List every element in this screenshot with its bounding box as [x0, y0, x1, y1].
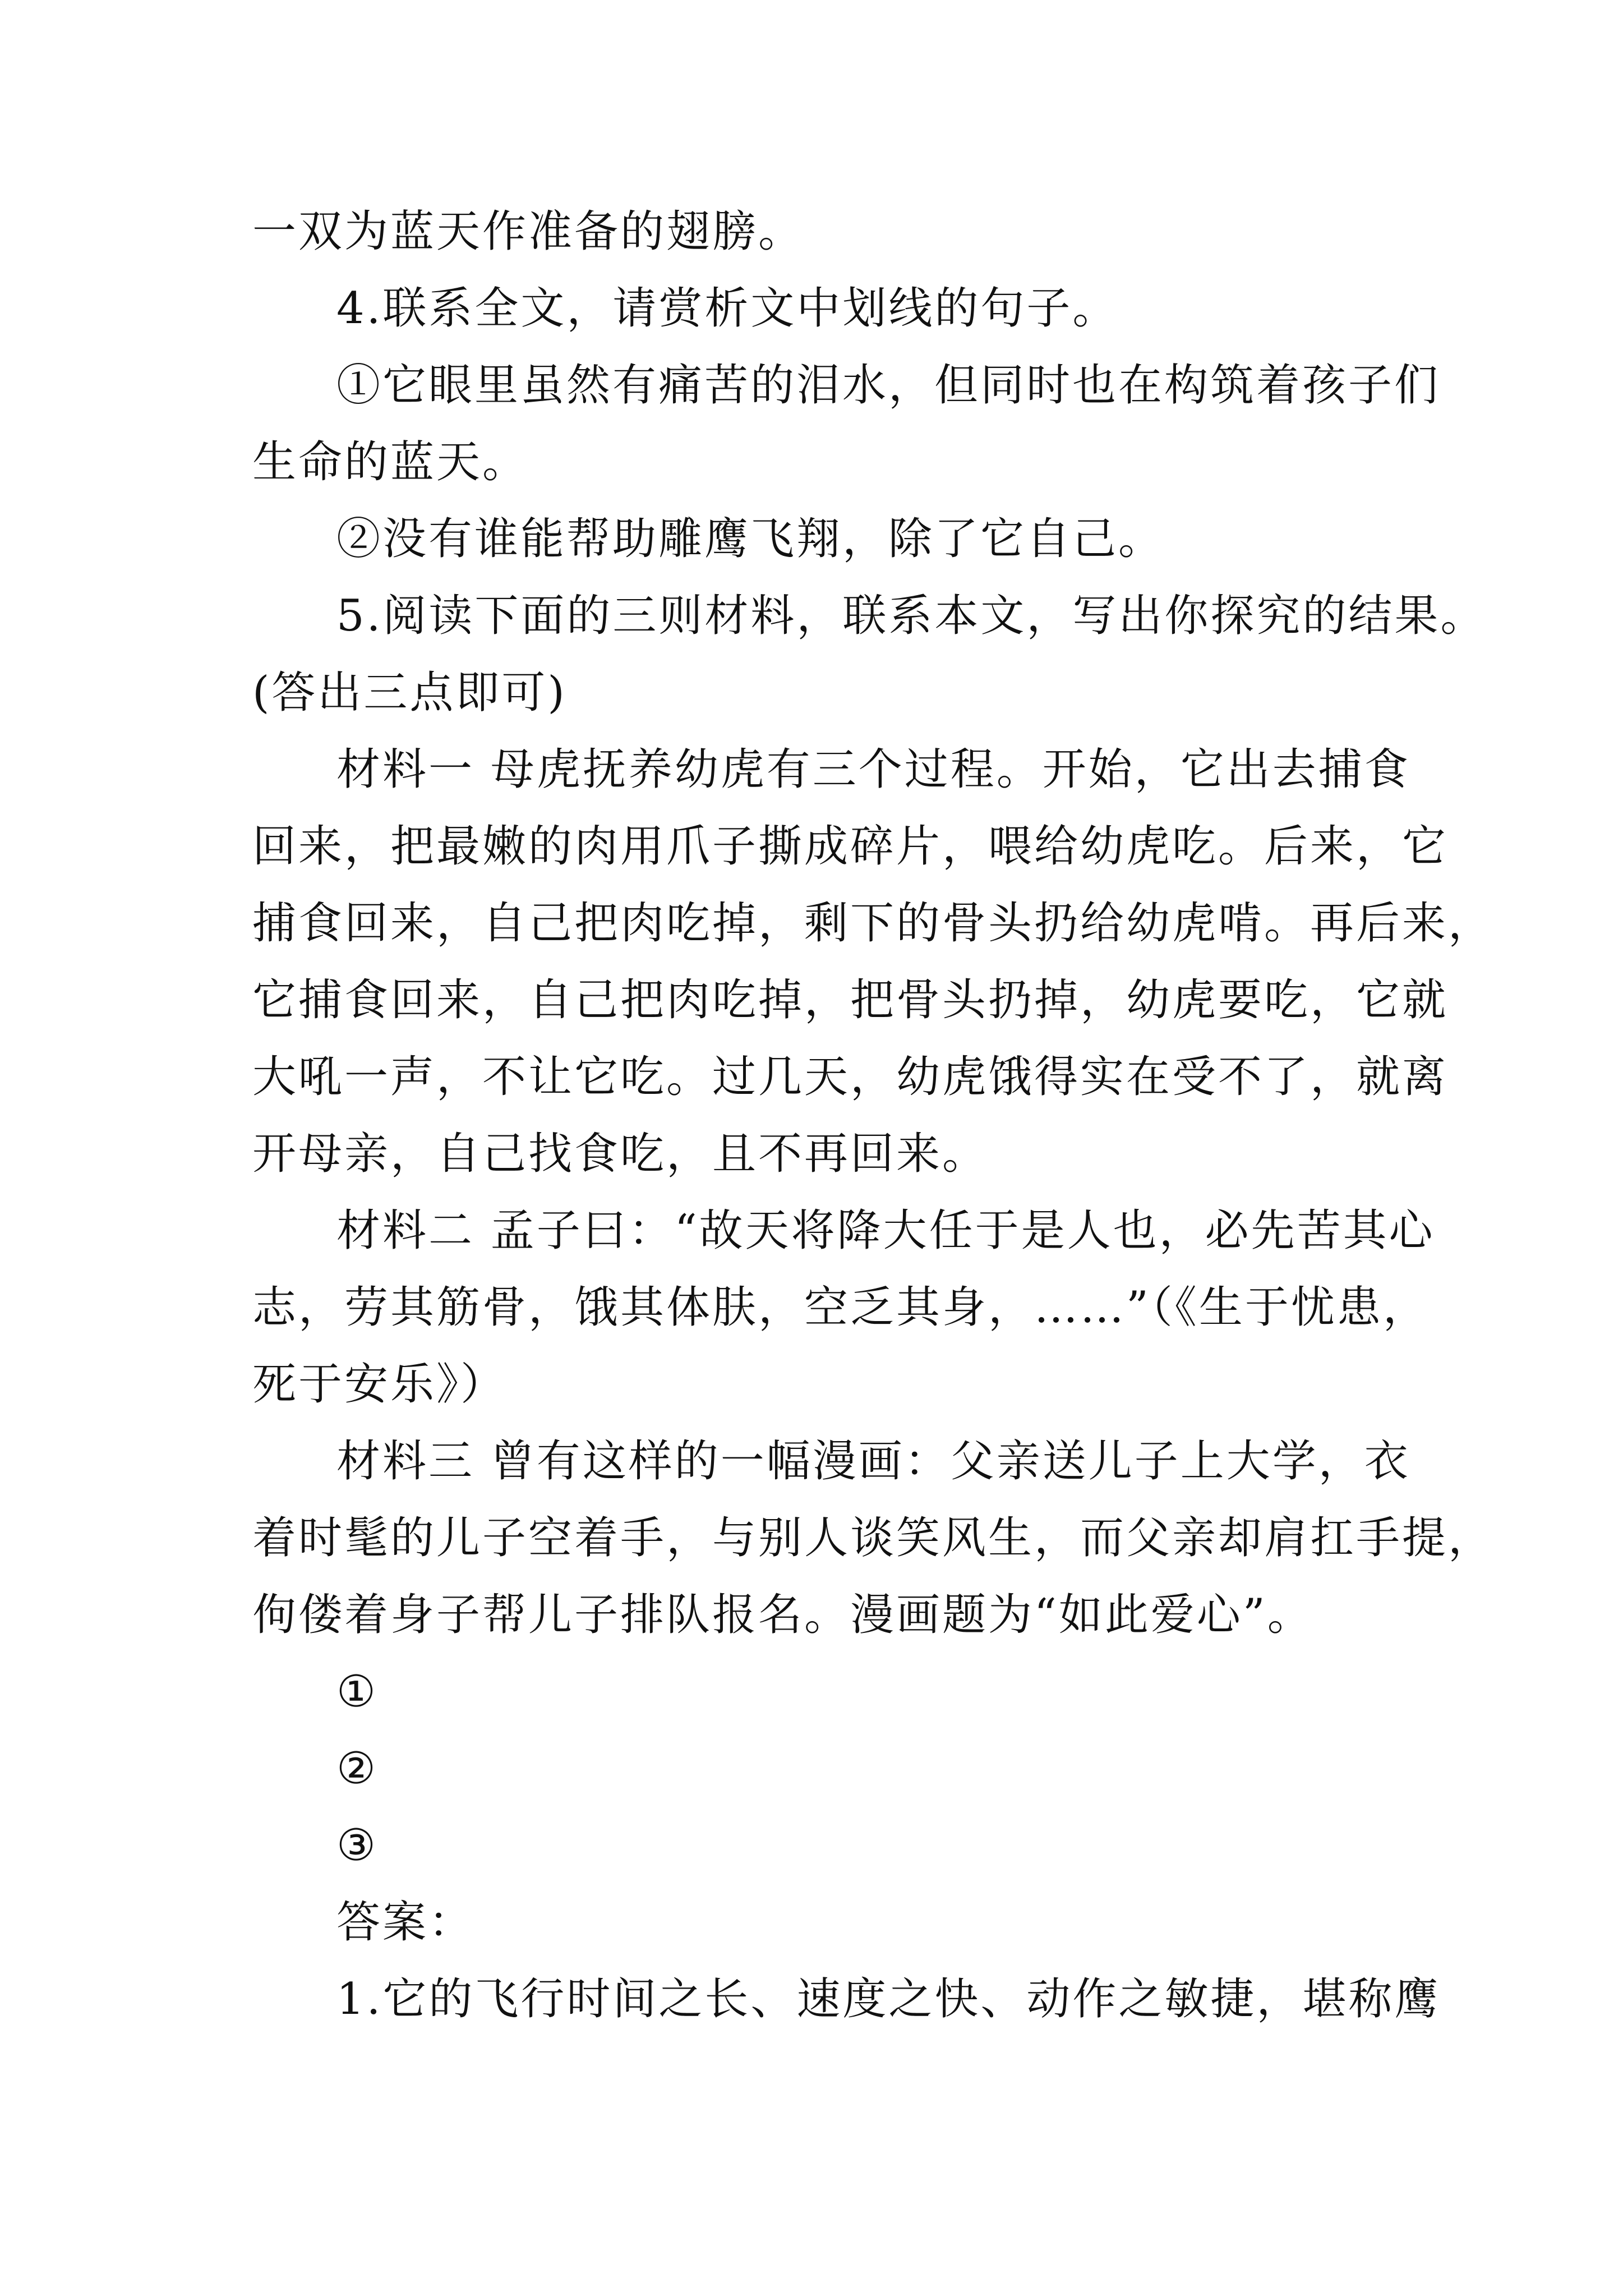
text-line: 大吼一声，不让它吃。过几天，幼虎饿得实在受不了，就离	[252, 1052, 1449, 1102]
answer-blank-1: ①	[336, 1667, 378, 1717]
text-line: 它捕食回来，自己把肉吃掉，把骨头扔掉，幼虎要吃，它就	[252, 975, 1449, 1025]
text-line: 生命的蓝天。	[252, 437, 529, 487]
answer-1: 1.它的飞行时间之长、速度之快、动作之敏捷，堪称鹰	[336, 1974, 1441, 2024]
answer-blank-3: ③	[336, 1820, 378, 1871]
text-line: 一双为蓝天作准备的翅膀。	[252, 206, 805, 257]
text-line: 志，劳其筋骨，饿其体肤，空乏其身，……”（《生于忧患，	[252, 1282, 1429, 1333]
text-line: 开母亲，自己找食吃，且不再回来。	[252, 1129, 989, 1179]
answers-heading: 答案：	[336, 1897, 475, 1948]
quoted-sentence-1: ①它眼里虽然有痛苦的泪水，但同时也在构筑着孩子们	[336, 360, 1441, 411]
material-1: 材料一 母虎抚养幼虎有三个过程。开始，它出去捕食	[336, 744, 1410, 795]
text-line: 佝偻着身子帮儿子排队报名。漫画题为“如此爱心”。	[252, 1590, 1313, 1640]
text-line: 着时髦的儿子空着手，与别人谈笑风生，而父亲却肩扛手提，	[252, 1513, 1495, 1563]
text-line: 回来，把最嫩的肉用爪子撕成碎片，喂给幼虎吃。后来，它	[252, 821, 1449, 872]
material-2: 材料二 孟子曰：“故天将降大任于是人也，必先苦其心	[336, 1205, 1435, 1256]
text-line: 死于安乐》）	[252, 1359, 507, 1410]
question-4-heading: 4.联系全文，请赏析文中划线的句子。	[336, 283, 1119, 334]
quoted-sentence-2: ②没有谁能帮助雕鹰飞翔，除了它自己。	[336, 514, 1165, 564]
answer-blank-2: ②	[336, 1743, 378, 1794]
text-line: (答出三点即可)	[252, 668, 567, 718]
material-3: 材料三 曾有这样的一幅漫画：父亲送儿子上大学，衣	[336, 1436, 1410, 1487]
question-5-heading: 5.阅读下面的三则材料，联系本文，写出你探究的结果。	[336, 591, 1487, 641]
text-line: 捕食回来，自己把肉吃掉，剩下的骨头扔给幼虎啃。再后来，	[252, 898, 1495, 949]
